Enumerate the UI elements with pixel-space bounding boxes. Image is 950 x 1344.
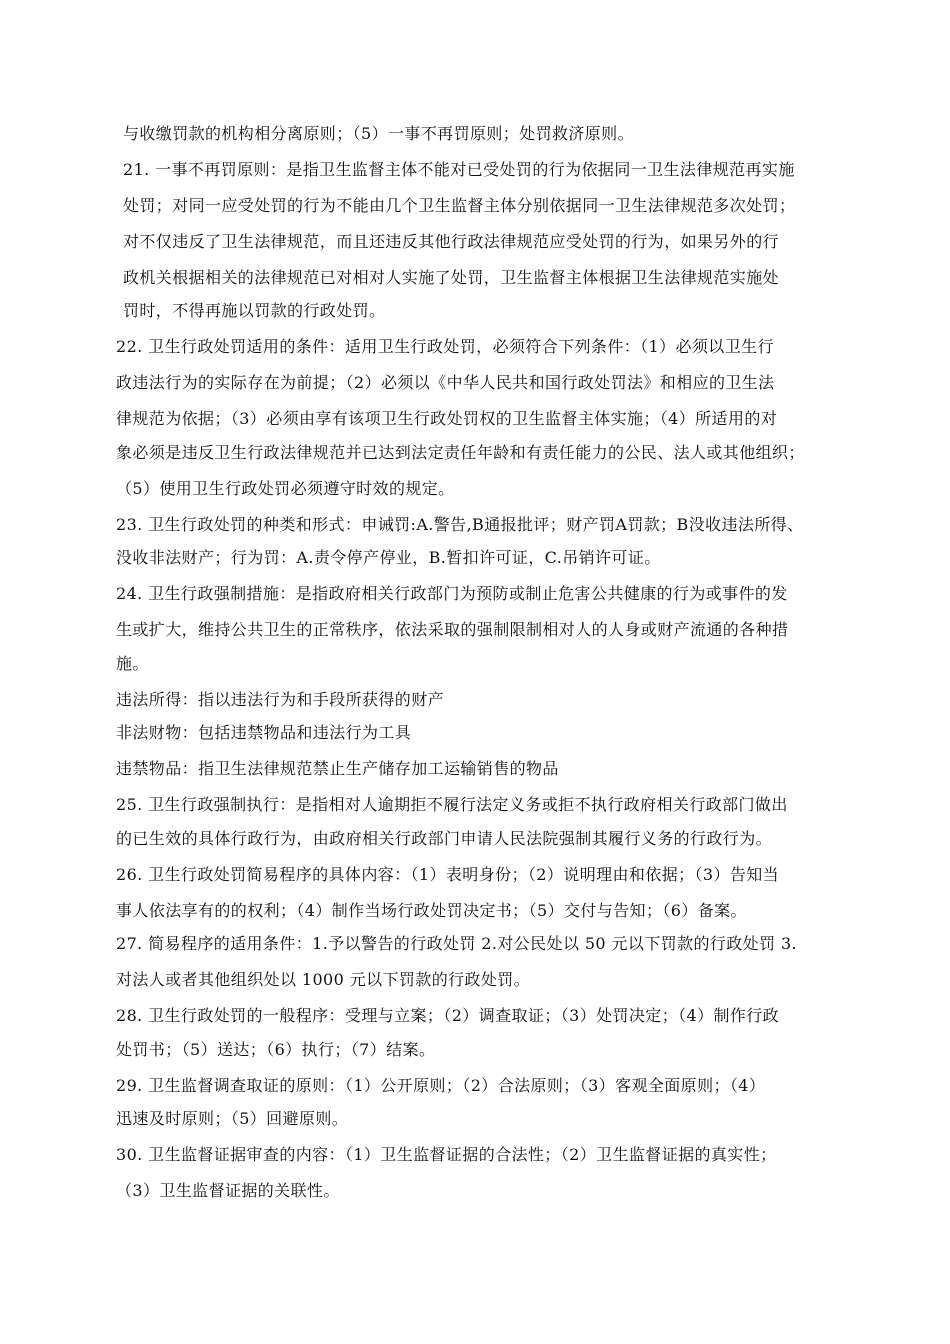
text-line: （5）使用卫生行政处罚必须遵守时效的规定。 (116, 479, 455, 498)
text-line: 处罚书；（5）送达；（6）执行；（7）结案。 (116, 1040, 436, 1059)
text-line: 24. 卫生行政强制措施：是指政府相关行政部门为预防或制止危害公共健康的行为或事件的发 (116, 584, 788, 603)
text-line: 违法所得：指以违法行为和手段所获得的财产 (116, 690, 445, 709)
text-line: 25. 卫生行政强制执行：是指相对人逾期拒不履行法定义务或拒不执行政府相关行政部门做出 (116, 795, 788, 814)
text-line: 律规范为依据；（3）必须由享有该项卫生行政处罚权的卫生监督主体实施；（4）所适用的对 (116, 409, 778, 428)
text-line: 21. 一事不再罚原则：是指卫生监督主体不能对已受处罚的行为依据同一卫生法律规范再实施 (123, 160, 795, 179)
text-line: 27. 简易程序的适用条件：1.予以警告的行政处罚 2.对公民处以 50 元以下罚款的行政处罚 3. (116, 934, 798, 953)
text-line: 处罚；对同一应受处罚的行为不能由几个卫生监督主体分别依据同一卫生法律规范多次处罚； (123, 196, 796, 215)
text-line: 对不仅违反了卫生法律规范，而且还违反其他行政法律规范应受处罚的行为，如果另外的行 (123, 232, 780, 251)
text-line: 非法财物：包括违禁物品和违法行为工具 (116, 723, 412, 742)
text-line: 生或扩大，维持公共卫生的正常秩序，依法采取的强制限制相对人的人身或财产流通的各种措 (116, 620, 789, 639)
text-line: 没收非法财产；行为罚：A.责令停产停业，B.暂扣许可证，C.吊销许可证。 (116, 548, 661, 567)
text-line: （3）卫生监督证据的关联性。 (116, 1181, 340, 1200)
text-line: 29. 卫生监督调查取证的原则：（1）公开原则；（2）合法原则；（3）客观全面原则；（4） (116, 1076, 766, 1095)
text-line: 23. 卫生行政处罚的种类和形式：申诫罚:A.警告,B通报批评；财产罚A罚款；B没收违法所得、 (116, 515, 804, 534)
text-line: 政违法行为的实际存在为前提；（2）必须以《中华人民共和国行政处罚法》和相应的卫生法 (116, 373, 775, 392)
text-line: 迅速及时原则；（5）回避原则。 (116, 1109, 349, 1128)
text-line: 象必须是违反卫生行政法律规范并已达到法定责任年龄和有责任能力的公民、法人或其他组织； (116, 443, 805, 462)
text-line: 政机关根据相关的法律规范已对相对人实施了处罚，卫生监督主体根据卫生法律规范实施处 (123, 268, 780, 287)
text-line: 的已生效的具体行政行为，由政府相关行政部门申请人民法院强制其履行义务的行政行为。 (116, 829, 773, 848)
text-line: 30. 卫生监督证据审查的内容：（1）卫生监督证据的合法性；（2）卫生监督证据的真实性； (116, 1145, 777, 1164)
text-line: 与收缴罚款的机构相分离原则；（5）一事不再罚原则；处罚救济原则。 (123, 124, 634, 143)
text-line: 事人依法享有的的权利；（4）制作当场行政处罚决定书；（5）交付与告知；（6）备案。 (116, 901, 747, 920)
text-line: 28. 卫生行政处罚的一般程序：受理与立案；（2）调查取证；（3）处罚决定；（4）制作行政 (116, 1006, 780, 1025)
text-line: 施。 (116, 654, 149, 673)
text-line: 违禁物品：指卫生法律规范禁止生产储存加工运输销售的物品 (116, 759, 559, 778)
text-line: 对法人或者其他组织处以 1000 元以下罚款的行政处罚。 (116, 970, 531, 989)
text-line: 26. 卫生行政处罚简易程序的具体内容：（1）表明身份；（2）说明理由和依据；（3）告知当 (116, 865, 780, 884)
text-line: 22. 卫生行政处罚适用的条件：适用卫生行政处罚，必须符合下列条件：（1）必须以卫生行 (116, 337, 774, 356)
text-line: 罚时，不得再施以罚款的行政处罚。 (123, 301, 386, 320)
